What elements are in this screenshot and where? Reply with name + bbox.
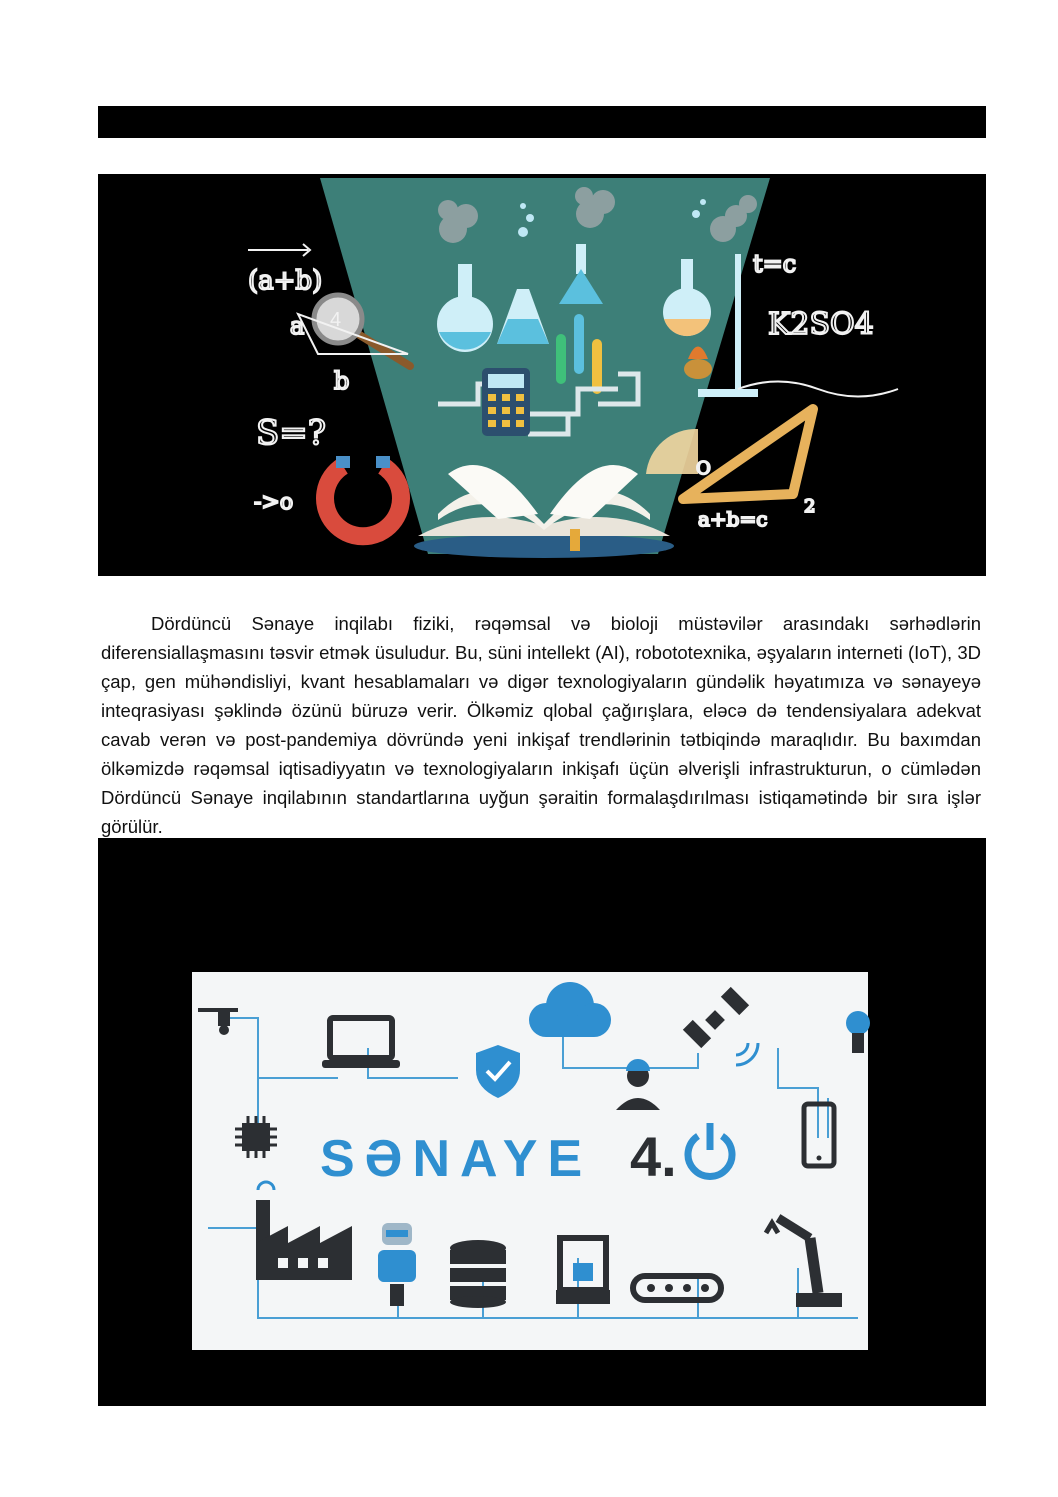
- chalk-text-arrow: ->o: [254, 490, 294, 515]
- calculator: [482, 368, 530, 436]
- chalk-text-a: a: [290, 312, 305, 340]
- top-black-bar: [98, 106, 986, 138]
- science-illustration: [98, 174, 986, 576]
- chalk-text-o: O: [696, 458, 711, 479]
- industry-illustration-svg: [98, 838, 986, 1406]
- database-icon: [450, 1240, 506, 1308]
- chalk-text-ab: (a+b): [248, 266, 323, 296]
- industry-illustration: [98, 838, 986, 1406]
- horseshoe-magnet: [325, 456, 401, 536]
- chalk-text-2: 2: [804, 496, 816, 517]
- chalk-text-k2so4: K2SO4: [768, 307, 874, 342]
- logo-word: SƏNAYE: [320, 1130, 593, 1188]
- chalk-text-tc: t=c: [753, 250, 797, 278]
- logo-number: 4.: [630, 1125, 677, 1188]
- chalk-text-b: b: [334, 367, 350, 395]
- chalk-text-s: S=?: [256, 413, 327, 453]
- chalk-text-abc: a+b=c: [698, 507, 768, 531]
- body-paragraph: Dördüncü Sənaye inqilabı fiziki, rəqəmsal və bioloji müstəvilər arasındakı sərhədlərin diferensiallaşmasını təsvir etmək üsuludur. Bu, süni intellekt (AI), robototexnika, əşyaların interneti (IoT), 3D çap, gen mühəndisliyi, kvant hesablamaları və digər texnologiyaların gündəlik həyatımıza və sənayeyə inteqrasiyası şəklində özünü büruzə verir. Ölkəmiz qlobal çağırışlara, eləcə də tendensiyalara adekvat cavab verən və post-pandemiya dövründə yeni inkişaf trendlərinin tətbiqində maraqlıdır. Bu baxımdan ölkəmizdə rəqəmsal iqtisadiyyatın və texnologiyaların inkişafı üçün əlverişli infrastrukturun, o cümlədən Dördüncü Sənaye inqilabının standartlarına uyğun şəraitin formalaşdırılması istiqamətində bir sıra işlər görülür.: [101, 613, 981, 837]
- triangle-ruler: [683, 409, 813, 499]
- science-illustration-svg: [98, 174, 986, 576]
- chalk-text-4: 4: [330, 309, 342, 331]
